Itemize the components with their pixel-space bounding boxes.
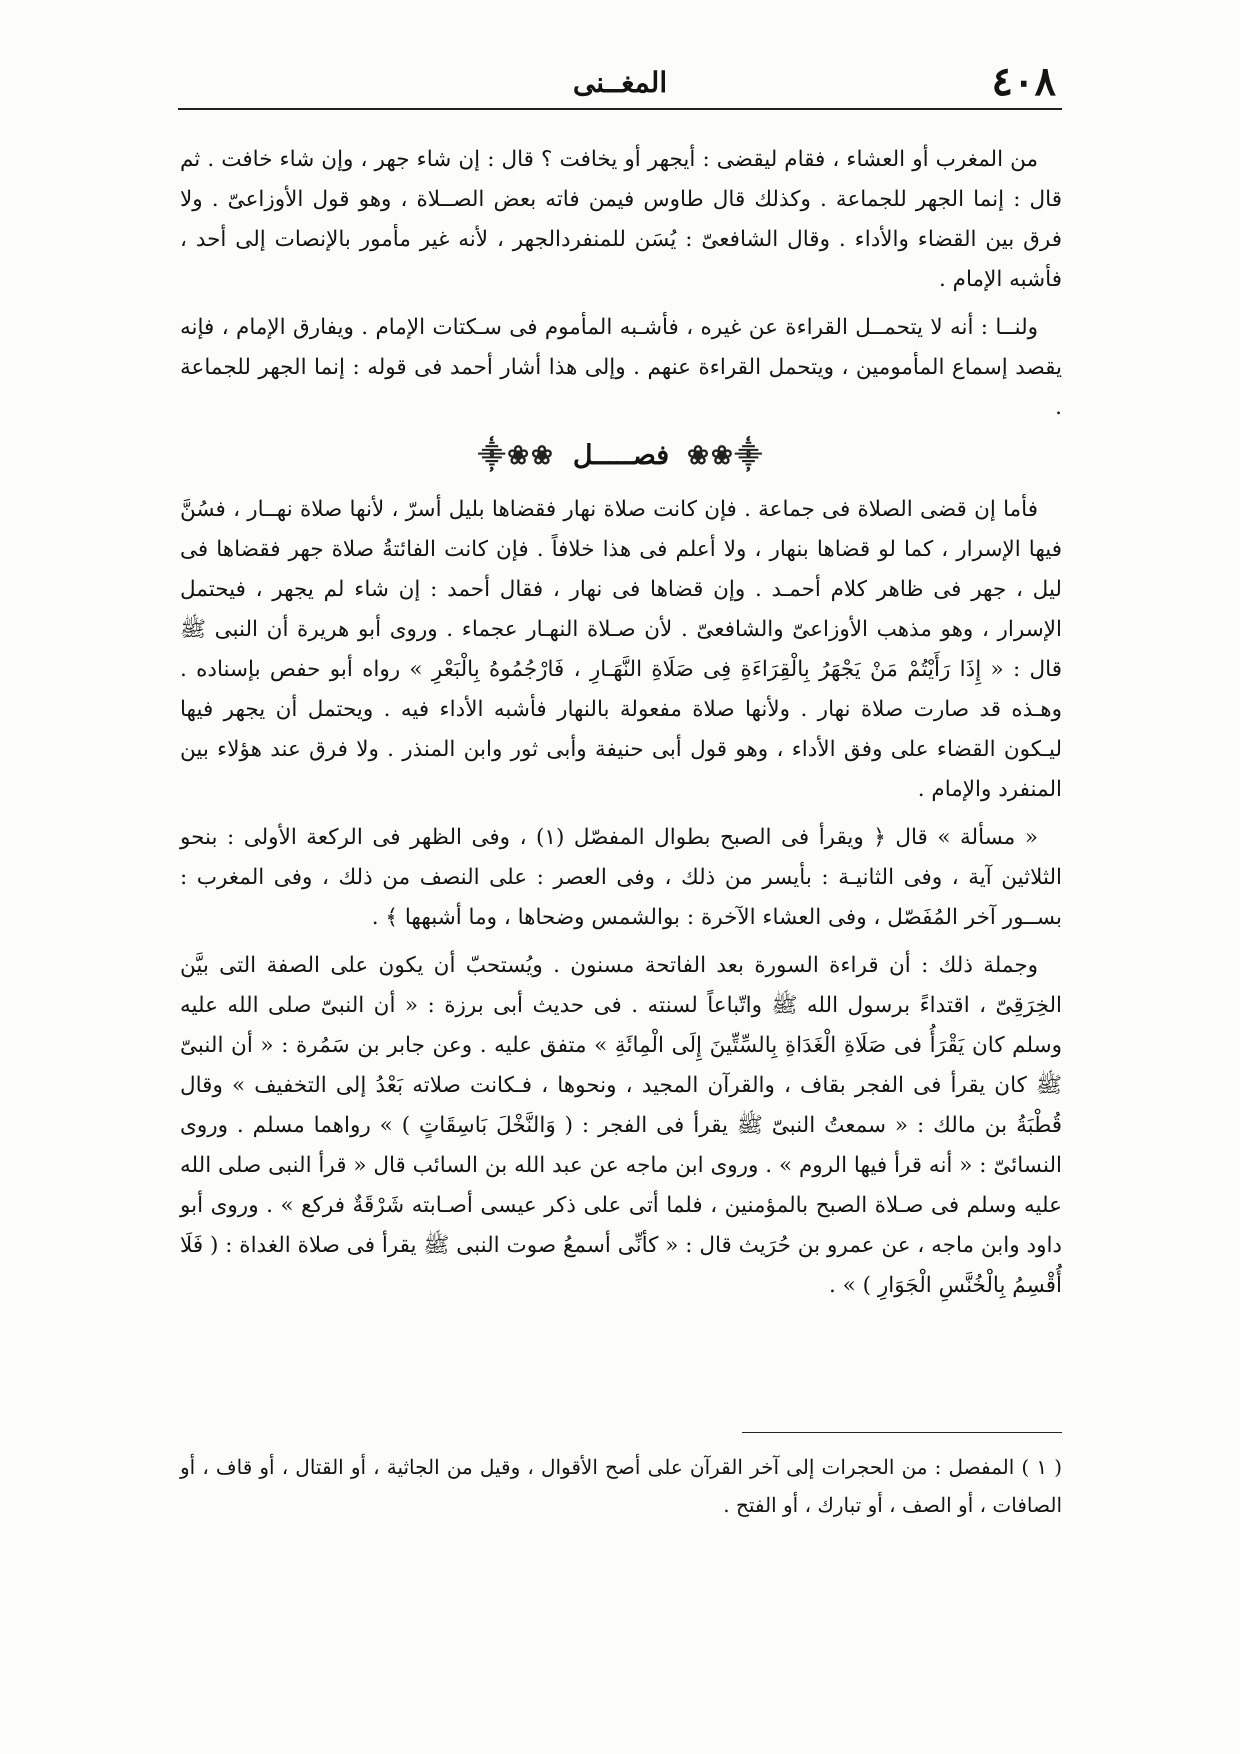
paragraph-1: من المغرب أو العشاء ، فقام ليقضى : أيجهر أو يخافت ؟ قال : إن شاء جهر ، وإن شاء خافت . ثم قال : إنما الجهر للجماعة . وكذلك قال طاوس فيمن فاته بعض الصــلاة ، وهو قول الأوزاعىّ . ولا فرق بين القضاء والأداء . وقال الشافعىّ : يُسَن للمنفردالجهر ، لأنه غير مأمور بالإنصات إلى أحد ، فأشبه الإمام . — [180, 147, 1062, 292]
section-heading-label: فصـــــل — [572, 440, 670, 471]
ornament-left-icon: ⸎❀❀ — [687, 441, 764, 471]
running-title: المغــنى — [572, 66, 668, 99]
paragraph-2: ولنــا : أنه لا يتحمــل القراءة عن غيره ، فأشـبه المأموم فى سـكتات الإمام . ويفارق الإمام ، فإنه يقصد إسماع المأمومين ، ويتحمل القراءة عنهم . وإلى هذا أشار أحمد فى قوله : إنما الجهر للجماعة . — [180, 315, 1062, 420]
main-text — [180, 140, 1062, 1314]
ornament-right-icon: ❀❀⸎ — [478, 441, 555, 471]
section-heading — [180, 436, 1062, 476]
header-rule — [178, 108, 1062, 110]
paragraph-5: وجملة ذلك : أن قراءة السورة بعد الفاتحة مسنون . ويُستحبّ أن يكون على الصفة التى بيَّن الخِرَقِىّ ، اقتداءً برسول الله ﷺ واتّباعاً لسنته . فى حديث أبى برزة : « أن النبىّ صلى الله عليه وسلم كان يَقْرَأُ فى صَلَاةِ الْغَدَاةِ بِالسِّتِّينَ إِلَى الْمِائَةِ » متفق عليه . وعن جابر بن سَمُرة : « أن النبىّ ﷺ كان يقرأ فى الفجر بقاف ، والقرآن المجيد ، ونحوها ، فـكانت صلاته بَعْدُ إلى التخفيف » وقال قُطْبَةُ بن مالك : « سمعتُ النبىّ ﷺ يقرأ فى الفجر : ( وَالنَّخْلَ بَاسِقَاتٍ ) » رواهما مسلم . وروى النسائىّ : « أنه قرأ فيها الروم » . وروى ابن ماجه عن عبد الله بن السائب قال « قرأ النبى صلى الله عليه وسلم فى صـلاة الصبح بالمؤمنين ، فلما أتى على ذكر عيسى أصـابته شَرْقَةٌ فركع » . وروى أبو داود وابن ماجه ، عن عمرو بن حُرَيث قال : « كأنِّى أسمعُ صوت النبى ﷺ يقرأ فى صلاة الغداة : ( فَلَا أُقْسِمُ بِالْخُنَّسِ الْجَوَارِ ) » . — [180, 953, 1062, 1298]
footnote: ( ١ ) المفصل : من الحجرات إلى آخر القرآن على أصح الأقوال ، وقيل من الجاثية ، أو القتال ، أو قاف ، أو الصافات ، أو الصف ، أو تبارك ، أو الفتح . — [180, 1455, 1062, 1517]
page-number: ٤٠٨ — [991, 58, 1056, 105]
paragraph-3: فأما إن قضى الصلاة فى جماعة . فإن كانت صلاة نهار فقضاها بليل أسرّ ، لأنها صلاة نهــار ، فسُنَّ فيها الإسرار ، كما لو قضاها بنهار ، ولا أعلم فى هذا خلافاً . فإن كانت الفائتةُ صلاة جهر فقضاها فى ليل ، جهر فى ظاهر كلام أحمـد . وإن قضاها فى نهار ، فقال أحمد : إن شاء لم يجهر ، فيحتمل الإسرار ، وهو مذهب الأوزاعىّ والشافعىّ . لأن صـلاة النهـار عجماء . وروى أبو هريرة أن النبى ﷺ قال : « إِذَا رَأَيْتُمْ مَنْ يَجْهَرُ بِالْقِرَاءَةِ فِى صَلَاةِ النَّهَـارِ ، فَارْجُمُوهُ بِالْبَعْرِ » رواه أبو حفص بإسناده . وهـذه قد صارت صلاة نهار . ولأنها صلاة مفعولة بالنهار فأشبه الأداء فيه . ويحتمل أن يجهر فيها ليـكون القضاء على وفق الأداء ، وهو قول أبى حنيفة وأبى ثور وابن المنذر . ولا فرق عند هؤلاء بين المنفرد والإمام . — [180, 497, 1062, 802]
page-header — [178, 58, 1062, 110]
paragraph-4: « مسألة » قال ﴿ ويقرأ فى الصبح بطوال المفصّل (١) ، وفى الظهر فى الركعة الأولى : بنحو الثلاثين آية ، وفى الثانيـة : بأيسر من ذلك ، وفى العصر : على النصف من ذلك ، وفى المغرب : بســور آخر المُفَصّل ، وفى العشاء الآخرة : بوالشمس وضحاها ، وما أشبهها ﴾ . — [180, 825, 1062, 930]
footnote-rule — [742, 1432, 1062, 1433]
